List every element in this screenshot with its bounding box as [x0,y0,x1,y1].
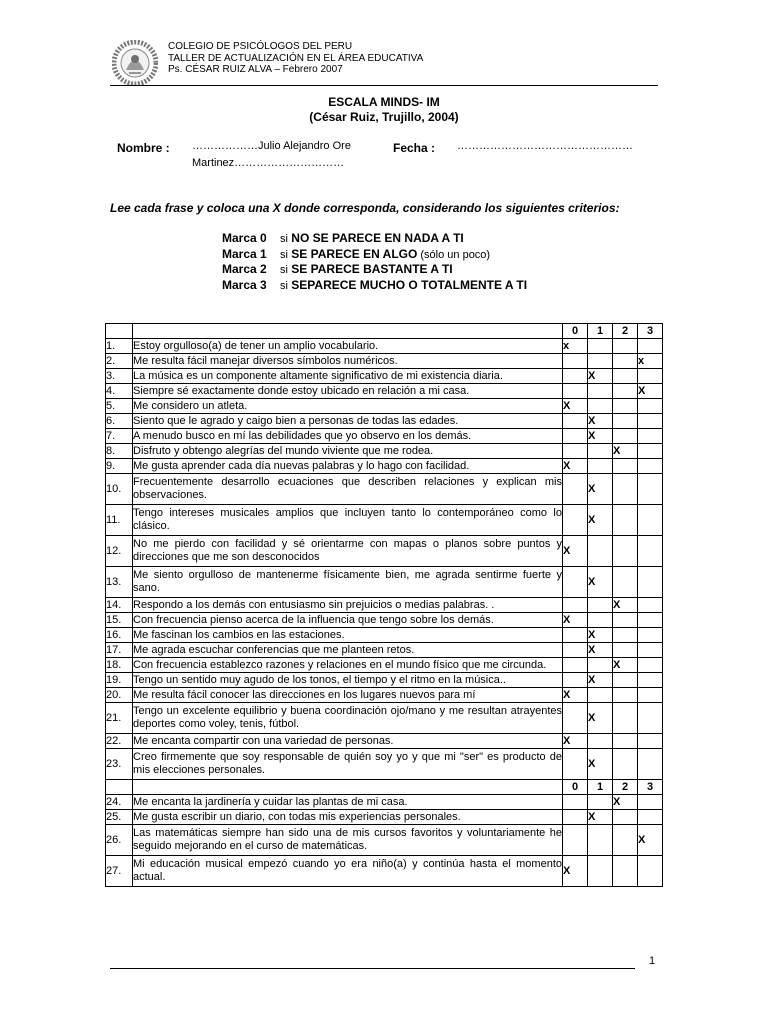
column-header: 1 [588,780,613,795]
header-line: Ps. CÉSAR RUIZ ALVA – Febrero 2007 [168,64,343,75]
item-text: Siempre sé exactamente donde estoy ubicado en relación a mi casa. [133,384,563,399]
mark-cell[interactable] [613,429,638,444]
item-row [106,567,663,598]
item-text: Me gusta aprender cada día nuevas palabras y lo hago con facilidad. [133,459,563,474]
item-text: No me pierdo con facilidad y sé orientarme con mapas o planos sobre puntos y direcciones que me son desconocidos [133,536,563,567]
mark-cell[interactable] [613,688,638,703]
item-row [106,384,663,399]
item-number: 20. [106,688,133,703]
document-title: ESCALA MINDS- IM [328,95,440,109]
mark-cell[interactable]: X [613,795,638,810]
item-text: Creo firmemente que soy responsable de quién soy yo y que mi "ser" es producto de mis elecciones personales. [133,749,563,780]
mark-cell[interactable] [563,384,588,399]
column-header: 3 [638,780,663,795]
item-row [106,369,663,384]
mark-cell[interactable] [563,810,588,825]
mark-cell[interactable] [588,459,613,474]
item-number: 17. [106,643,133,658]
mark-cell[interactable] [588,613,613,628]
mark-cell[interactable] [588,734,613,749]
item-text: La música es un componente altamente significativo de mi existencia diaria. [133,369,563,384]
mark-cell[interactable] [563,474,588,505]
criterion-si: si [280,233,288,245]
mark-cell[interactable]: X [638,825,663,856]
institution-header [168,41,423,76]
criterion-text: NO SE PARECE EN NADA A TI [291,231,464,245]
mark-cell[interactable] [613,703,638,734]
mark-cell[interactable] [563,369,588,384]
item-text: Con frecuencia pienso acerca de la influencia que tengo sobre los demás. [133,613,563,628]
item-text: Tengo un excelente equilibrio y buena coordinación ojo/mano y me resultan atrayentes deportes como voley, tenis, fútbol. [133,703,563,734]
criterion-row [222,262,453,276]
criterion-mark: Marca 1 [222,247,267,261]
mark-cell[interactable]: X [563,856,588,887]
mark-cell[interactable] [588,399,613,414]
mark-cell[interactable] [638,613,663,628]
item-row [106,429,663,444]
mark-cell[interactable] [613,613,638,628]
mark-cell[interactable] [638,703,663,734]
mark-cell[interactable] [588,598,613,613]
mark-cell[interactable] [638,444,663,459]
item-number: 15. [106,613,133,628]
column-header-row [106,324,663,339]
mark-cell[interactable] [638,429,663,444]
footer-divider [110,968,635,969]
mark-cell[interactable]: x [563,339,588,354]
mark-cell[interactable] [588,825,613,856]
item-text: Me gusta escribir un diario, con todas mis experiencias personales. [133,810,563,825]
item-number: 25. [106,810,133,825]
mark-cell[interactable] [563,444,588,459]
mark-cell[interactable] [563,703,588,734]
item-row [106,749,663,780]
mark-cell[interactable]: X [588,414,613,429]
mark-cell[interactable] [588,688,613,703]
item-row [106,628,663,643]
item-row [106,459,663,474]
name-label: Nombre : [117,141,170,155]
item-number: 3. [106,369,133,384]
item-row [106,598,663,613]
mark-cell[interactable] [613,384,638,399]
mark-cell[interactable] [613,673,638,688]
mark-cell[interactable] [613,856,638,887]
criterion-row [222,247,490,261]
header-blank-cell [133,324,563,339]
criterion-mark: Marca 2 [222,262,267,276]
item-row [106,536,663,567]
column-header: 3 [638,324,663,339]
item-text: Me resulta fácil conocer las direcciones en los lugares nuevos para mí [133,688,563,703]
item-row [106,339,663,354]
item-number: 16. [106,628,133,643]
mark-cell[interactable] [588,384,613,399]
item-row [106,795,663,810]
mark-cell[interactable]: X [563,399,588,414]
mark-cell[interactable] [563,673,588,688]
mark-cell[interactable] [638,505,663,536]
mark-cell[interactable] [588,856,613,887]
criterion-si: si [280,264,288,276]
mark-cell[interactable] [638,688,663,703]
mark-cell[interactable] [563,795,588,810]
mark-cell[interactable] [613,505,638,536]
criterion-row [222,278,527,292]
mark-cell[interactable] [638,369,663,384]
header-blank-cell [106,780,133,795]
item-text: Respondo a los demás con entusiasmo sin prejuicios o medias palabras. . [133,598,563,613]
mark-cell[interactable] [613,628,638,643]
item-number: 8. [106,444,133,459]
criterion-text: SEPARECE MUCHO O TOTALMENTE A TI [291,278,528,292]
mark-cell[interactable] [588,444,613,459]
mark-cell[interactable] [588,795,613,810]
mark-cell[interactable] [563,598,588,613]
mark-cell[interactable] [638,628,663,643]
item-number: 21. [106,703,133,734]
mark-cell[interactable]: X [588,749,613,780]
mark-cell[interactable] [638,536,663,567]
column-header: 2 [613,780,638,795]
item-number: 10. [106,474,133,505]
item-row [106,825,663,856]
mark-cell[interactable] [563,429,588,444]
header-divider [110,85,658,86]
mark-cell[interactable] [613,749,638,780]
mark-cell[interactable] [638,658,663,673]
item-text: Me fascinan los cambios en las estaciones. [133,628,563,643]
mark-cell[interactable] [638,795,663,810]
item-row [106,444,663,459]
criterion-note: (sólo un poco) [417,249,491,261]
item-text: Con frecuencia establezco razones y relaciones en el mundo físico que me circunda. [133,658,563,673]
mark-cell[interactable] [638,856,663,887]
mark-cell[interactable]: X [588,810,613,825]
mark-cell[interactable] [638,414,663,429]
mark-cell[interactable]: X [563,459,588,474]
name-value: ………………Julio Alejandro Ore [192,140,351,152]
mark-cell[interactable]: x [638,354,663,369]
item-text: Me encanta la jardinería y cuidar las plantas de mi casa. [133,795,563,810]
mark-cell[interactable] [638,749,663,780]
criterion-text: SE PARECE EN ALGO [291,247,418,261]
criterion-row [222,231,464,245]
item-number: 19. [106,673,133,688]
item-row [106,658,663,673]
name-value-continued: Martinez………………………… [192,157,345,169]
mark-cell[interactable] [563,414,588,429]
mark-cell[interactable]: X [588,567,613,598]
mark-cell[interactable] [563,567,588,598]
mark-cell[interactable] [613,643,638,658]
mark-cell[interactable] [613,354,638,369]
item-number: 11. [106,505,133,536]
item-row [106,399,663,414]
item-text: Me considero un atleta. [133,399,563,414]
item-number: 26. [106,825,133,856]
item-number: 24. [106,795,133,810]
item-text: Estoy orgulloso(a) de tener un amplio vocabulario. [133,339,563,354]
item-number: 9. [106,459,133,474]
mark-cell[interactable] [613,399,638,414]
mark-cell[interactable] [638,734,663,749]
mark-cell[interactable]: X [563,688,588,703]
mark-cell[interactable] [638,474,663,505]
item-text: Tengo un sentido muy agudo de los tonos, el tiempo y el ritmo en la música.. [133,673,563,688]
item-row [106,613,663,628]
mark-cell[interactable] [638,810,663,825]
criterion-si: si [280,249,288,261]
criterion-si: si [280,280,288,292]
mark-cell[interactable]: X [563,734,588,749]
item-number: 14. [106,598,133,613]
mark-cell[interactable] [613,536,638,567]
item-number: 12. [106,536,133,567]
mark-cell[interactable] [563,628,588,643]
mark-cell[interactable]: X [563,536,588,567]
mark-cell[interactable] [563,505,588,536]
mark-cell[interactable] [613,369,638,384]
mark-cell[interactable] [638,339,663,354]
item-text: Frecuentemente desarrollo ecuaciones que describen relaciones y explican mis observaciones. [133,474,563,505]
mark-cell[interactable]: X [638,384,663,399]
mark-cell[interactable] [563,658,588,673]
document-subtitle: (César Ruiz, Trujillo, 2004) [309,110,459,124]
mark-cell[interactable]: X [613,598,638,613]
mark-cell[interactable] [563,354,588,369]
mark-cell[interactable] [588,339,613,354]
criterion-text: SE PARECE BASTANTE A TI [291,262,453,276]
item-text: Mi educación musical empezó cuando yo era niño(a) y continúa hasta el momento actual. [133,856,563,887]
item-number: 27. [106,856,133,887]
header-line: TALLER DE ACTUALIZACIÓN EN EL ÁREA EDUCATIVA [168,52,424,64]
mark-cell[interactable] [613,567,638,598]
instructions: Lee cada frase y coloca una X donde corresponda, considerando los siguientes criterios: [110,201,620,215]
item-row [106,810,663,825]
item-row [106,673,663,688]
item-row [106,703,663,734]
date-value: ………………………………………… [457,140,633,152]
mark-cell[interactable] [638,567,663,598]
mark-cell[interactable]: X [588,703,613,734]
item-text: A menudo busco en mí las debilidades que yo observo en los demás. [133,429,563,444]
mark-cell[interactable] [563,825,588,856]
item-number: 1. [106,339,133,354]
mark-cell[interactable]: X [588,643,613,658]
item-number: 22. [106,734,133,749]
item-text: Me siento orgulloso de mantenerme físicamente bien, me agrada sentirme fuerte y sano. [133,567,563,598]
mark-cell[interactable]: X [613,444,638,459]
mark-cell[interactable] [588,536,613,567]
page-number: 1 [649,955,656,967]
item-row [106,688,663,703]
mark-cell[interactable] [638,598,663,613]
item-row [106,414,663,429]
item-text: Me agrada escuchar conferencias que me planteen retos. [133,643,563,658]
mark-cell[interactable]: X [588,673,613,688]
mark-cell[interactable] [563,643,588,658]
item-row [106,354,663,369]
item-number: 23. [106,749,133,780]
item-text: Las matemáticas siempre han sido una de mis cursos favoritos y voluntariamente he seguido mejorando en el curso de matemáticas. [133,825,563,856]
item-text: Siento que le agrado y caigo bien a personas de todas las edades. [133,414,563,429]
mark-cell[interactable] [613,810,638,825]
item-text: Me resulta fácil manejar diversos símbolos numéricos. [133,354,563,369]
mark-cell[interactable]: X [588,505,613,536]
item-row [106,474,663,505]
item-text: Tengo intereses musicales amplios que incluyen tanto lo contemporáneo como lo clásico. [133,505,563,536]
mark-cell[interactable] [613,339,638,354]
mark-cell[interactable] [638,399,663,414]
item-number: 13. [106,567,133,598]
item-row [106,643,663,658]
criterion-mark: Marca 3 [222,278,267,292]
mark-cell[interactable] [613,474,638,505]
mark-cell[interactable] [638,643,663,658]
mark-cell[interactable] [613,734,638,749]
item-text: Me encanta compartir con una variedad de personas. [133,734,563,749]
column-header: 1 [588,324,613,339]
item-number: 18. [106,658,133,673]
date-label: Fecha : [393,141,436,155]
mark-cell[interactable] [638,673,663,688]
item-number: 5. [106,399,133,414]
item-number: 2. [106,354,133,369]
column-header: 0 [563,324,588,339]
header-blank-cell [133,780,563,795]
mark-cell[interactable] [613,459,638,474]
mark-cell[interactable]: X [563,613,588,628]
column-header-row [106,780,663,795]
item-row [106,856,663,887]
criterion-mark: Marca 0 [222,231,267,245]
item-number: 6. [106,414,133,429]
header-line: COLEGIO DE PSICÓLOGOS DEL PERU [168,41,353,52]
item-text: Disfruto y obtengo alegrías del mundo viviente que me rodea. [133,444,563,459]
column-header: 2 [613,324,638,339]
mark-cell[interactable] [613,414,638,429]
item-row [106,505,663,536]
mark-cell[interactable] [588,354,613,369]
mark-cell[interactable]: X [588,628,613,643]
mark-cell[interactable]: X [588,474,613,505]
mark-cell[interactable]: X [613,658,638,673]
scale-table [105,323,663,887]
mark-cell[interactable] [613,825,638,856]
mark-cell[interactable] [563,749,588,780]
mark-cell[interactable]: X [588,429,613,444]
mark-cell[interactable] [588,658,613,673]
item-row [106,734,663,749]
logo-seal-icon [112,40,158,86]
item-number: 4. [106,384,133,399]
column-header: 0 [563,780,588,795]
mark-cell[interactable] [638,459,663,474]
item-number: 7. [106,429,133,444]
header-blank-cell [106,324,133,339]
mark-cell[interactable]: X [588,369,613,384]
